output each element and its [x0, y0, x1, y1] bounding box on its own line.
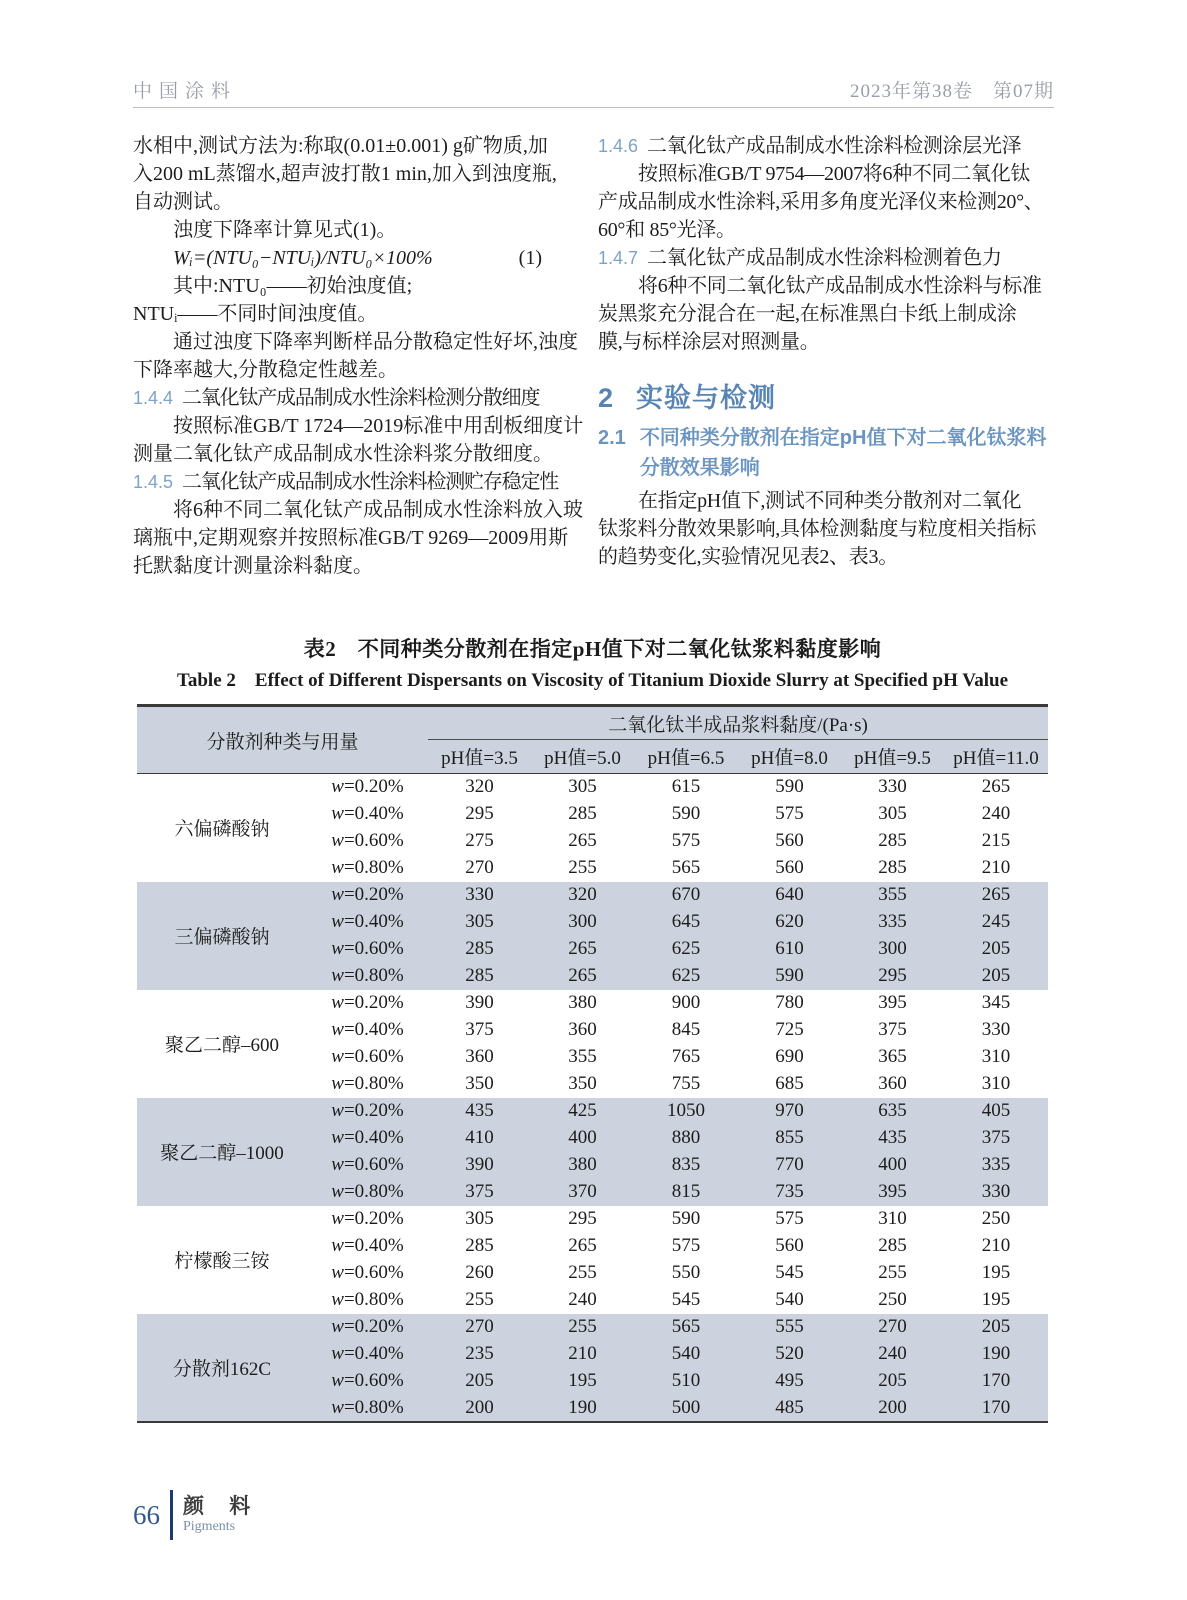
viscosity-value-cell: 285	[428, 936, 531, 963]
viscosity-value-cell: 210	[531, 1341, 634, 1368]
viscosity-value-cell: 395	[841, 1179, 944, 1206]
dispersant-name-cell: 柠檬酸三铵	[174, 1251, 270, 1272]
viscosity-value-cell: 285	[465, 1235, 494, 1256]
table-row	[137, 1098, 1048, 1125]
dosage-cell: w=0.80%	[331, 1289, 404, 1310]
viscosity-value-cell: 625	[634, 963, 738, 990]
subsection-heading: 1.4.5 二氧化钛产成品制成水性涂料检测贮存稳定性	[133, 471, 559, 493]
viscosity-value-cell: 855	[738, 1125, 841, 1152]
section-title: 不同种类分散剂在指定pH值下对二氧化钛浆料 分散效果影响	[639, 427, 1047, 479]
viscosity-value-cell: 510	[634, 1368, 738, 1395]
viscosity-value-cell: 305	[568, 776, 597, 798]
viscosity-value-cell: 575	[671, 1235, 701, 1256]
viscosity-value-cell: 635	[841, 1098, 944, 1125]
dosage-cell: w=0.40%	[307, 1341, 428, 1368]
text-line: 产成品制成水性涂料,采用多角度光泽仪来检测20°、	[598, 191, 1044, 213]
viscosity-value-cell: 590	[738, 963, 841, 990]
viscosity-value-cell: 195	[981, 1289, 1011, 1310]
viscosity-value-cell: 970	[738, 1098, 841, 1125]
viscosity-value-cell: 270	[428, 1314, 531, 1341]
viscosity-value-cell: 555	[738, 1314, 841, 1341]
dosage-cell: w=0.60%	[331, 830, 404, 851]
footer-divider	[170, 1490, 173, 1540]
viscosity-value-cell: 545	[671, 1289, 701, 1310]
left-column	[133, 132, 584, 580]
viscosity-value-cell: 330	[981, 1019, 1011, 1040]
viscosity-value-cell: 500	[634, 1395, 738, 1422]
section-2-1-paragraph	[598, 487, 1054, 571]
viscosity-value-cell: 240	[841, 1341, 944, 1368]
page-footer	[133, 1490, 260, 1540]
viscosity-value-cell: 205	[944, 963, 1048, 990]
viscosity-value-cell: 405	[944, 1098, 1048, 1125]
viscosity-value-cell: 645	[634, 909, 738, 936]
table-row	[137, 1206, 1048, 1233]
table-row	[137, 990, 1048, 1017]
viscosity-value-cell: 545	[775, 1262, 804, 1283]
viscosity-value-cell: 670	[634, 882, 738, 909]
viscosity-value-cell: 265	[531, 936, 634, 963]
footer-section-en: Pigments	[183, 1519, 236, 1534]
viscosity-value-cell: 195	[531, 1368, 634, 1395]
section-2-heading	[598, 382, 1054, 414]
viscosity-value-cell: 610	[738, 936, 841, 963]
subsection-heading: 1.4.6 二氧化钛产成品制成水性涂料检测涂层光泽	[598, 135, 1022, 157]
viscosity-value-cell: 310	[981, 1046, 1011, 1067]
viscosity-value-cell: 380	[531, 1152, 634, 1179]
viscosity-value-cell: 1050	[634, 1098, 738, 1125]
footer-section	[183, 1494, 260, 1536]
viscosity-value-cell: 270	[841, 1314, 944, 1341]
text-line: 60°和 85°光泽。	[598, 219, 736, 241]
viscosity-value-cell: 690	[775, 1046, 804, 1067]
viscosity-value-cell: 520	[738, 1341, 841, 1368]
viscosity-value-cell: 205	[841, 1368, 944, 1395]
viscosity-value-cell: 210	[981, 1235, 1011, 1256]
text-line: 璃瓶中,定期观察并按照标准GB/T 9269—2009用斯	[133, 527, 569, 549]
right-column	[598, 132, 1054, 571]
viscosity-value-cell: 485	[738, 1395, 841, 1422]
ph-column-header: pH值=5.0	[531, 740, 634, 774]
viscosity-value-cell: 335	[841, 909, 944, 936]
viscosity-value-cell: 330	[428, 882, 531, 909]
viscosity-value-cell: 205	[428, 1368, 531, 1395]
subsection-heading: 1.4.4 二氧化钛产成品制成水性涂料检测分散细度	[133, 387, 540, 409]
subsection-heading: 1.4.7 二氧化钛产成品制成水性涂料检测着色力	[598, 247, 1002, 269]
viscosity-value-cell: 355	[568, 1046, 597, 1067]
viscosity-value-cell: 265	[981, 776, 1011, 798]
section-number: 1.4.7	[598, 248, 639, 268]
viscosity-value-cell: 575	[775, 1208, 804, 1229]
viscosity-value-cell: 765	[671, 1046, 701, 1067]
viscosity-value-cell: 170	[944, 1395, 1048, 1422]
dosage-cell: w=0.20%	[307, 882, 428, 909]
section-number: 2	[598, 383, 615, 413]
dosage-cell: w=0.60%	[331, 1046, 404, 1067]
viscosity-value-cell: 285	[428, 963, 531, 990]
dosage-cell: w=0.80%	[331, 1073, 404, 1094]
viscosity-value-cell: 320	[465, 776, 494, 798]
dosage-cell: w=0.40%	[307, 1125, 428, 1152]
viscosity-value-cell: 495	[738, 1368, 841, 1395]
text-line: 将6种不同二氧化钛产成品制成水性涂料放入玻	[173, 499, 583, 521]
dosage-cell: w=0.20%	[307, 1098, 428, 1125]
viscosity-value-cell: 265	[944, 882, 1048, 909]
viscosity-value-cell: 375	[465, 1019, 494, 1040]
viscosity-value-cell: 620	[738, 909, 841, 936]
viscosity-value-cell: 345	[981, 992, 1011, 1013]
viscosity-value-cell: 395	[878, 992, 907, 1013]
column-header-viscosity: 二氧化钛半成品浆料黏度/(Pa·s)	[428, 706, 1048, 740]
viscosity-value-cell: 255	[568, 1262, 597, 1283]
text-line: 测量二氧化钛产成品制成水性涂料浆分散细度。	[133, 443, 553, 465]
viscosity-value-cell: 250	[878, 1289, 907, 1310]
section-number: 2.1	[598, 427, 626, 449]
text-line: 按照标准GB/T 9754—2007将6种不同二氧化钛	[638, 163, 1031, 185]
viscosity-value-cell: 285	[568, 803, 597, 824]
viscosity-value-cell: 255	[465, 1289, 494, 1310]
viscosity-value-cell: 215	[981, 830, 1011, 851]
dispersant-name-cell: 分散剂162C	[137, 1314, 307, 1422]
dosage-cell: w=0.20%	[331, 1208, 404, 1229]
viscosity-value-cell: 265	[568, 830, 597, 851]
viscosity-value-cell: 310	[878, 1208, 907, 1229]
ph-column-header: pH值=9.5	[841, 740, 944, 774]
section-number: 1.4.6	[598, 136, 639, 156]
viscosity-value-cell: 265	[531, 963, 634, 990]
viscosity-value-cell: 305	[465, 1208, 494, 1229]
dosage-cell: w=0.80%	[331, 857, 404, 878]
text-line: 托默黏度计测量涂料黏度。	[133, 555, 373, 577]
formula-line	[133, 244, 570, 272]
dosage-cell: w=0.60%	[331, 1262, 404, 1283]
viscosity-value-cell: 200	[428, 1395, 531, 1422]
text-line: 下降率越大,分散稳定性越差。	[133, 359, 398, 381]
table-row	[137, 882, 1048, 909]
formula: Wᵢ=(NTU₀−NTUᵢ)/NTU₀×100%	[173, 247, 433, 269]
text-line: 在指定pH值下,测试不同种类分散剂对二氧化	[638, 490, 1022, 512]
viscosity-value-cell: 845	[671, 1019, 701, 1040]
section-number: 1.4.5	[133, 472, 174, 492]
viscosity-value-cell: 390	[465, 992, 494, 1013]
dispersant-name-cell: 六偏磷酸钠	[174, 819, 270, 841]
viscosity-value-cell: 300	[531, 909, 634, 936]
viscosity-value-cell: 300	[841, 936, 944, 963]
viscosity-value-cell: 625	[634, 936, 738, 963]
viscosity-value-cell: 255	[878, 1262, 907, 1283]
text-line: 水相中,测试方法为:称取(0.01±0.001) g矿物质,加	[133, 135, 548, 157]
page-header	[133, 76, 1054, 108]
viscosity-value-cell: 295	[465, 803, 494, 824]
text-line: NTUᵢ——不同时间浊度值。	[133, 303, 378, 325]
viscosity-value-cell: 575	[671, 830, 701, 851]
table-row	[137, 774, 1048, 801]
dosage-cell: w=0.40%	[331, 1019, 404, 1040]
dosage-cell: w=0.80%	[307, 1395, 428, 1422]
column-header-dispersant: 分散剂种类与用量	[137, 706, 428, 774]
text-line: 浊度下降率计算见式(1)。	[173, 219, 397, 241]
viscosity-value-cell: 540	[775, 1289, 804, 1310]
dosage-cell: w=0.80%	[307, 1179, 428, 1206]
text-line: 其中:NTU₀——初始浊度值;	[173, 275, 413, 297]
viscosity-value-cell: 335	[944, 1152, 1048, 1179]
viscosity-value-cell: 355	[841, 882, 944, 909]
text-line: 膜,与标样涂层对照测量。	[598, 331, 820, 353]
viscosity-value-cell: 240	[568, 1289, 597, 1310]
viscosity-value-cell: 330	[944, 1179, 1048, 1206]
viscosity-value-cell: 560	[775, 830, 804, 851]
viscosity-value-cell: 245	[944, 909, 1048, 936]
viscosity-value-cell: 265	[568, 1235, 597, 1256]
viscosity-value-cell: 255	[568, 857, 597, 878]
ph-column-header: pH值=3.5	[428, 740, 531, 774]
viscosity-value-cell: 370	[531, 1179, 634, 1206]
viscosity-value-cell: 285	[878, 1235, 907, 1256]
viscosity-value-cell: 360	[568, 1019, 597, 1040]
viscosity-value-cell: 575	[775, 803, 804, 824]
viscosity-value-cell: 255	[531, 1314, 634, 1341]
text-line: 钛浆料分散效果影响,具体检测黏度与粒度相关指标	[598, 518, 1037, 540]
page-number: 66	[133, 1499, 160, 1530]
viscosity-table	[137, 704, 1048, 1423]
viscosity-value-cell: 205	[944, 1314, 1048, 1341]
text-line: 入200 mL蒸馏水,超声波打散1 min,加入到浊度瓶,	[133, 163, 557, 185]
dosage-cell: w=0.80%	[307, 963, 428, 990]
viscosity-value-cell: 560	[775, 1235, 804, 1256]
viscosity-value-cell: 360	[465, 1046, 494, 1067]
viscosity-value-cell: 350	[465, 1073, 494, 1094]
viscosity-value-cell: 190	[944, 1341, 1048, 1368]
viscosity-value-cell: 375	[944, 1125, 1048, 1152]
table-title-en: Table 2 Effect of Different Dispersants on Viscosity of Titanium Dioxide Slurry at Specified pH Value	[176, 670, 1009, 691]
viscosity-value-cell: 780	[775, 992, 804, 1013]
section-number: 1.4.4	[133, 388, 174, 408]
viscosity-value-cell: 435	[428, 1098, 531, 1125]
table-row	[137, 1314, 1048, 1341]
viscosity-value-cell: 235	[428, 1341, 531, 1368]
viscosity-value-cell: 170	[944, 1368, 1048, 1395]
viscosity-value-cell: 390	[428, 1152, 531, 1179]
text-line: 自动测试。	[133, 191, 233, 213]
text-line: 通过浊度下降率判断样品分散稳定性好坏,浊度	[173, 331, 578, 353]
dosage-cell: w=0.20%	[331, 776, 404, 798]
viscosity-value-cell: 770	[738, 1152, 841, 1179]
viscosity-value-cell: 360	[878, 1073, 907, 1094]
viscosity-value-cell: 550	[671, 1262, 701, 1283]
viscosity-value-cell: 400	[841, 1152, 944, 1179]
viscosity-value-cell: 365	[878, 1046, 907, 1067]
viscosity-value-cell: 260	[465, 1262, 494, 1283]
viscosity-value-cell: 190	[531, 1395, 634, 1422]
table-2-block	[137, 634, 1048, 1423]
text-line: 按照标准GB/T 1724—2019标准中用刮板细度计	[173, 415, 584, 437]
ph-column-header: pH值=6.5	[634, 740, 738, 774]
viscosity-value-cell: 305	[428, 909, 531, 936]
viscosity-value-cell: 295	[841, 963, 944, 990]
dosage-cell: w=0.40%	[331, 1235, 404, 1256]
viscosity-value-cell: 270	[465, 857, 494, 878]
text-line: 炭黑浆充分混合在一起,在标准黑白卡纸上制成涂	[598, 303, 1017, 325]
viscosity-value-cell: 350	[568, 1073, 597, 1094]
dosage-cell: w=0.60%	[307, 1152, 428, 1179]
table-title-cn: 表2 不同种类分散剂在指定pH值下对二氧化钛浆料黏度影响	[303, 637, 882, 661]
issue-info: 2023年第38卷 第07期	[849, 81, 1054, 102]
viscosity-value-cell: 540	[634, 1341, 738, 1368]
section-title: 实验与检测	[636, 383, 777, 413]
dosage-cell: w=0.60%	[307, 936, 428, 963]
viscosity-value-cell: 640	[738, 882, 841, 909]
viscosity-value-cell: 205	[944, 936, 1048, 963]
viscosity-value-cell: 375	[428, 1179, 531, 1206]
footer-section-cn: 颜 料	[183, 1494, 261, 1518]
viscosity-value-cell: 590	[671, 803, 701, 824]
viscosity-value-cell: 900	[671, 992, 701, 1013]
viscosity-value-cell: 375	[878, 1019, 907, 1040]
viscosity-value-cell: 565	[634, 1314, 738, 1341]
viscosity-value-cell: 590	[671, 1208, 701, 1229]
viscosity-value-cell: 565	[671, 857, 701, 878]
viscosity-value-cell: 330	[878, 776, 907, 798]
text-line: 将6种不同二氧化钛产成品制成水性涂料与标准	[638, 275, 1042, 297]
viscosity-value-cell: 380	[568, 992, 597, 1013]
viscosity-value-cell: 835	[634, 1152, 738, 1179]
dosage-cell: w=0.60%	[307, 1368, 428, 1395]
section-2-1-heading	[598, 423, 1054, 483]
viscosity-value-cell: 320	[531, 882, 634, 909]
dosage-cell: w=0.40%	[307, 909, 428, 936]
viscosity-value-cell: 560	[775, 857, 804, 878]
ph-column-header: pH值=8.0	[738, 740, 841, 774]
viscosity-value-cell: 305	[878, 803, 907, 824]
viscosity-value-cell: 590	[775, 776, 804, 798]
right-column-text	[598, 132, 1054, 356]
viscosity-value-cell: 400	[531, 1125, 634, 1152]
dispersant-name-cell: 聚乙二醇–1000	[137, 1098, 307, 1206]
viscosity-value-cell: 295	[568, 1208, 597, 1229]
viscosity-value-cell: 425	[531, 1098, 634, 1125]
equation-number: (1)	[518, 247, 542, 269]
journal-name: 中国涂料	[133, 81, 238, 102]
viscosity-value-cell: 195	[981, 1262, 1011, 1283]
viscosity-value-cell: 200	[841, 1395, 944, 1422]
viscosity-value-cell: 685	[775, 1073, 804, 1094]
viscosity-value-cell: 435	[841, 1125, 944, 1152]
viscosity-value-cell: 250	[981, 1208, 1011, 1229]
viscosity-value-cell: 240	[981, 803, 1011, 824]
viscosity-value-cell: 285	[878, 857, 907, 878]
viscosity-value-cell: 735	[738, 1179, 841, 1206]
viscosity-value-cell: 880	[634, 1125, 738, 1152]
dosage-cell: w=0.20%	[307, 1314, 428, 1341]
viscosity-value-cell: 275	[465, 830, 494, 851]
viscosity-value-cell: 285	[878, 830, 907, 851]
dosage-cell: w=0.20%	[331, 992, 404, 1013]
viscosity-value-cell: 755	[671, 1073, 701, 1094]
text-line: 的趋势变化,实验情况见表2、表3。	[598, 546, 898, 568]
dispersant-name-cell: 三偏磷酸钠	[137, 882, 307, 990]
dosage-cell: w=0.40%	[331, 803, 404, 824]
viscosity-value-cell: 815	[634, 1179, 738, 1206]
viscosity-value-cell: 410	[428, 1125, 531, 1152]
viscosity-value-cell: 725	[775, 1019, 804, 1040]
ph-column-header: pH值=11.0	[944, 740, 1048, 774]
dispersant-name-cell: 聚乙二醇–600	[164, 1035, 279, 1056]
viscosity-value-cell: 210	[981, 857, 1011, 878]
viscosity-value-cell: 615	[671, 776, 701, 798]
viscosity-value-cell: 310	[981, 1073, 1011, 1094]
